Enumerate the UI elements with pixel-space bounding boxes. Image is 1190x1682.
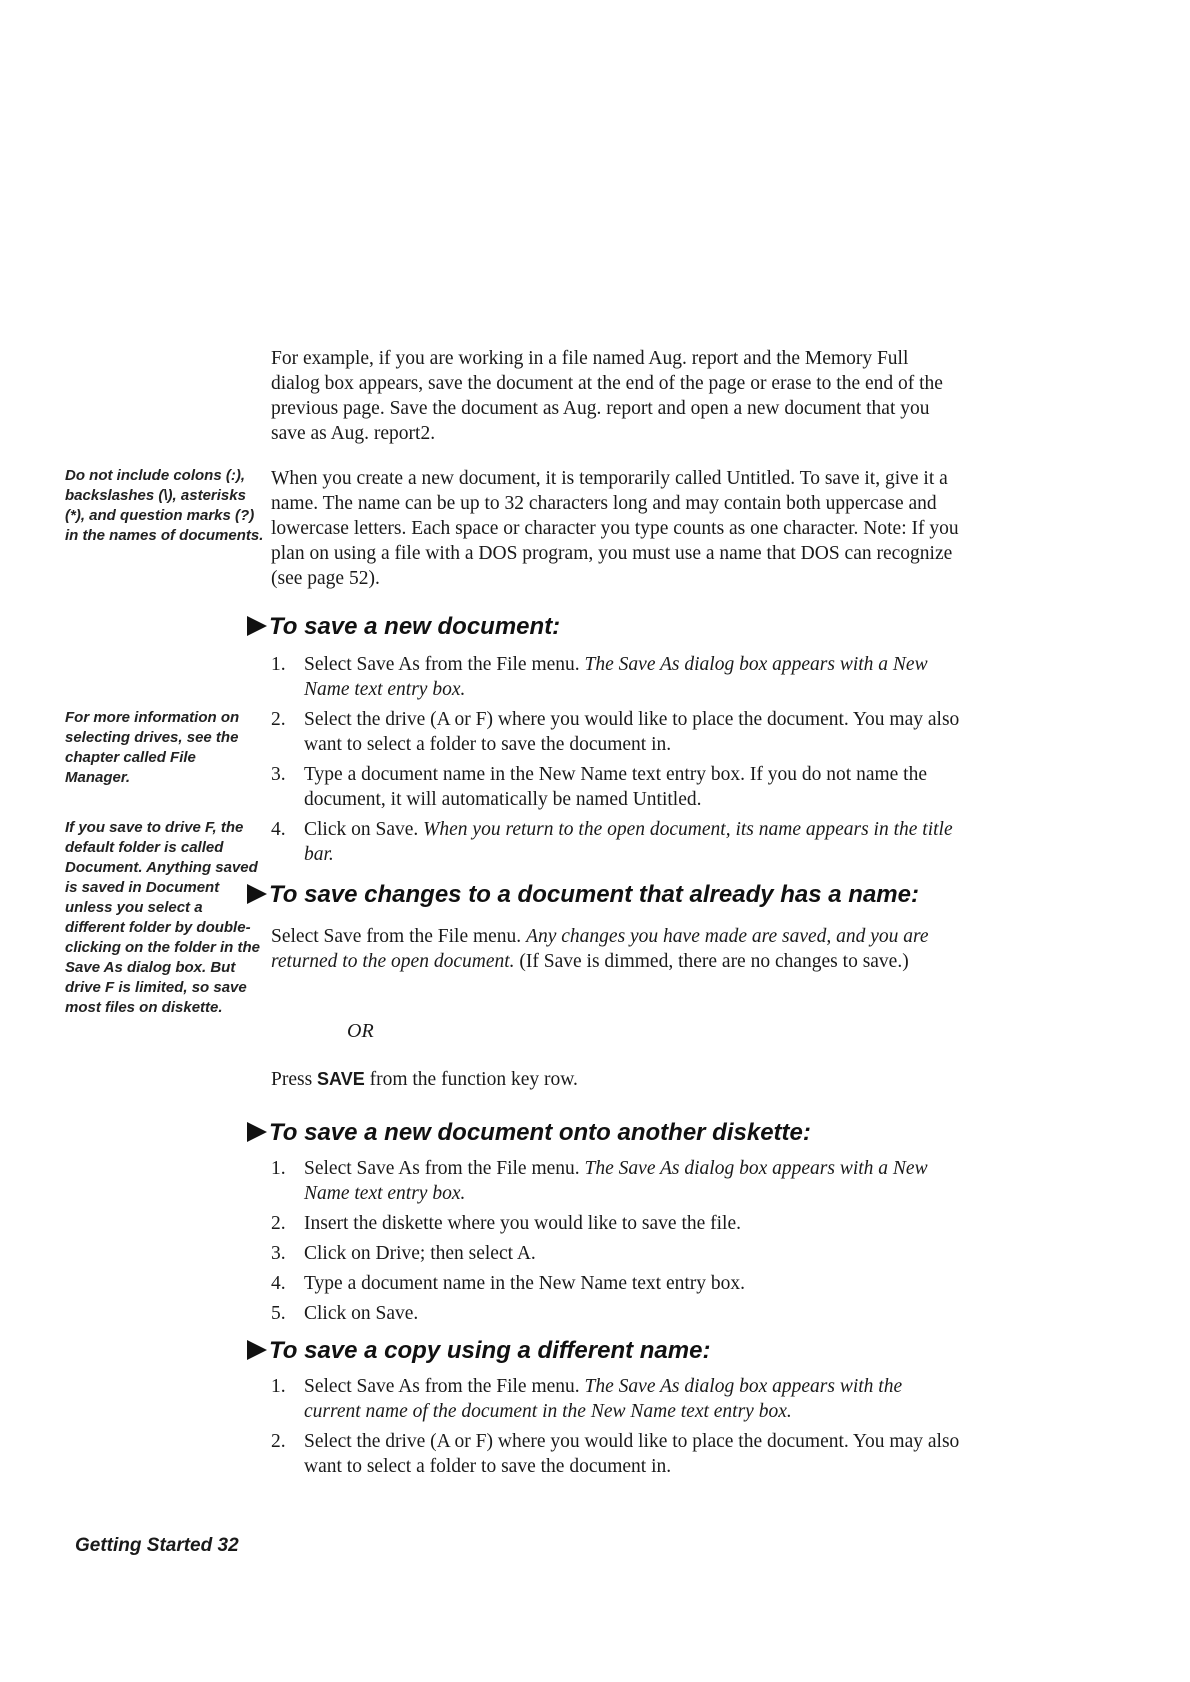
- page-number: 32: [217, 1535, 239, 1556]
- steps-save-new-document: [271, 652, 961, 872]
- intro-naming-paragraph: When you create a new document, it is temporarily called Untitled. To save it, give it a name. The name can be up to 32 characters long and may contain both uppercase and lowercase letters. Each space or character you type counts as one character. Note: If you plan on using a file with a DOS program, you must use a name that DOS can recognize (see page 52).: [271, 468, 959, 589]
- list-item: 3. Click on Drive; then select A.: [271, 1243, 536, 1264]
- list-item: 4. Click on Save. When you return to the open document, its name appears in the title bar.: [271, 819, 953, 865]
- list-item: 1. Select Save As from the File menu. The Save As dialog box appears with a New Name text entry box.: [271, 654, 928, 700]
- or-label: OR: [347, 1020, 374, 1042]
- arrow-icon: [247, 1122, 267, 1142]
- list-item: 2. Insert the diskette where you would like to save the file.: [271, 1213, 741, 1234]
- footer-label: Getting Started: [75, 1535, 213, 1556]
- steps-save-copy: [271, 1374, 961, 1484]
- heading-save-new-document: To save a new document:: [247, 612, 560, 642]
- list-item: 2. Select the drive (A or F) where you would like to place the document. You may also want to select a folder to save the document in.: [271, 1431, 960, 1477]
- margin-note-drives: For more information on selecting drives, see the chapter called File Manager.: [65, 709, 240, 786]
- list-item: 5. Click on Save.: [271, 1303, 419, 1324]
- margin-note-drive-f: If you save to drive F, the default folder is called Document. Anything saved is saved in Document unless you select a different folder by double-clicking on the folder in the Save As dialog box. But drive F is limited, so save most files on diskette.: [65, 819, 261, 1016]
- save-changes-paragraph: Select Save from the File menu. Any changes you have made are saved, and you are returned to the open document. (If Save is dimmed, there are no changes to save.): [271, 926, 929, 972]
- list-item: 1. Select Save As from the File menu. The Save As dialog box appears with the current name of the document in the New Name text entry box.: [271, 1376, 903, 1422]
- heading-save-onto-diskette: To save a new document onto another diskette:: [247, 1118, 811, 1148]
- heading-save-changes: To save changes to a document that already has a name:: [247, 880, 919, 910]
- list-item: 3. Type a document name in the New Name text entry box. If you do not name the document, it will automatically be named Untitled.: [271, 764, 927, 810]
- steps-save-onto-diskette: [271, 1156, 961, 1331]
- list-item: 4. Type a document name in the New Name text entry box.: [271, 1273, 746, 1294]
- press-save-paragraph: Press SAVE from the function key row.: [271, 1069, 578, 1090]
- margin-note-names: Do not include colons (:), backslashes (\), asterisks (*), and question marks (?) in the names of documents.: [65, 467, 264, 544]
- arrow-icon: [247, 884, 267, 904]
- list-item: 2. Select the drive (A or F) where you would like to place the document. You may also want to select a folder to save the document in.: [271, 709, 960, 755]
- heading-save-copy: To save a copy using a different name:: [247, 1336, 710, 1366]
- save-key-label: SAVE: [317, 1069, 365, 1089]
- page-footer: [75, 1535, 239, 1557]
- intro-example-paragraph: For example, if you are working in a file named Aug. report and the Memory Full dialog box appears, save the document at the end of the page or erase to the end of the previous page. Save the document as Aug. report and open a new document that you save as Aug. report2.: [271, 348, 943, 444]
- list-item: 1. Select Save As from the File menu. The Save As dialog box appears with a New Name text entry box.: [271, 1158, 928, 1204]
- arrow-icon: [247, 1340, 267, 1360]
- arrow-icon: [247, 616, 267, 636]
